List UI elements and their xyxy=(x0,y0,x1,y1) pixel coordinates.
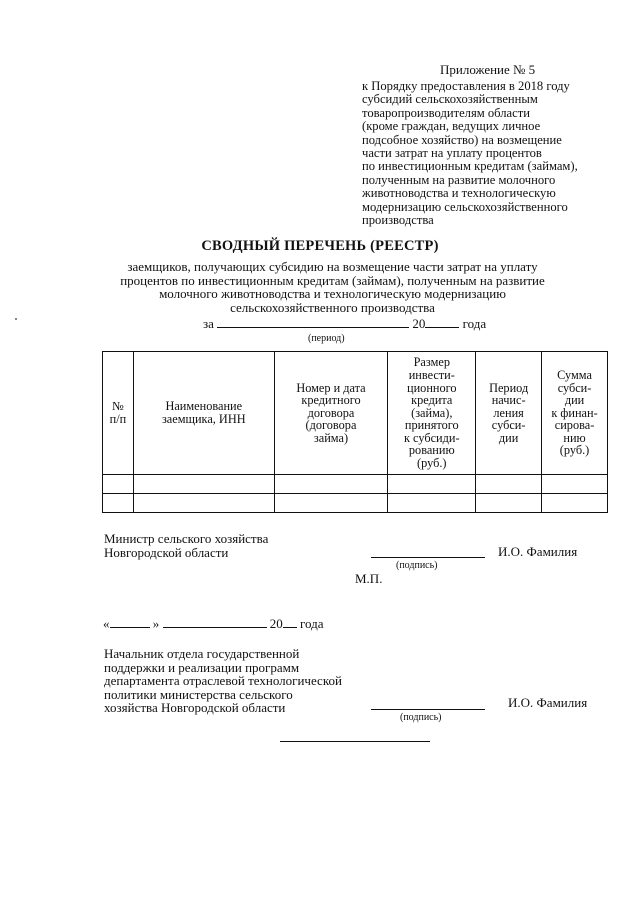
subtitle-line: заемщиков, получающих субсидию на возмещение части затрат на уплату xyxy=(127,259,538,274)
table-row xyxy=(103,494,608,513)
signature1-sign-caption: (подпись) xyxy=(396,560,438,571)
period-row xyxy=(203,316,486,332)
column-header-subsidy-amount: Сумма субси- дии к финан- сирова- нию (руб.) xyxy=(542,352,608,475)
column-header-borrower: Наименование заемщика, ИНН xyxy=(133,352,274,475)
period-blank[interactable] xyxy=(217,316,409,328)
subtitle-line: молочного животноводства и технологическую модернизацию xyxy=(159,286,506,302)
document-title: СВОДНЫЙ ПЕРЕЧЕНЬ (РЕЕСТР) xyxy=(201,238,439,254)
appendix-line: производства xyxy=(362,213,434,228)
date-year-prefix: 20 xyxy=(269,616,283,631)
period-suffix: года xyxy=(462,316,487,331)
appendix-line: к Порядку предоставления в 2018 году xyxy=(362,79,570,93)
table-cell[interactable] xyxy=(133,475,274,494)
appendix-line: части затрат на уплату процентов xyxy=(362,146,542,161)
table-header-row xyxy=(103,352,608,475)
column-header-loan-amount: Размер инвести- ционного кредита (займа), принятого к субсиди- рованию (руб.) xyxy=(388,352,476,475)
bottom-separator xyxy=(280,741,430,742)
date-year-blank[interactable] xyxy=(283,616,297,628)
appendix-line: модернизацию сельскохозяйственного xyxy=(362,199,568,214)
stamp-place: М.П. xyxy=(355,571,383,586)
date-open-quote: « xyxy=(103,616,110,631)
signature2-name: И.О. Фамилия xyxy=(508,695,588,710)
subtitle-line: сельскохозяйственного производства xyxy=(230,299,435,315)
period-year-prefix: 20 xyxy=(412,316,426,331)
table-row xyxy=(103,475,608,494)
appendix-title: Приложение № 5 xyxy=(440,62,536,77)
signature2-position: Начальник отдела государственной поддержки и реализации программ департамента отраслевой технологической политики министерства сельского хозяйства Новгородской области xyxy=(104,646,342,715)
signature1-position: Министр сельского хозяйства Новгородской области xyxy=(104,531,269,560)
date-day-blank[interactable] xyxy=(110,616,150,628)
period-year-blank[interactable] xyxy=(425,316,459,328)
period-caption: (период) xyxy=(308,333,345,344)
table-cell[interactable] xyxy=(103,475,134,494)
margin-mark xyxy=(15,318,17,320)
appendix-line: по инвестиционным кредитам (займам), xyxy=(362,159,578,174)
signature1-sign-line[interactable] xyxy=(371,557,485,558)
column-header-number: № п/п xyxy=(103,352,134,475)
appendix-description xyxy=(362,80,624,227)
table-cell[interactable] xyxy=(274,475,388,494)
table-cell[interactable] xyxy=(388,475,476,494)
period-prefix: за xyxy=(203,316,214,331)
date-close-quote: » xyxy=(152,616,160,631)
table-cell[interactable] xyxy=(476,494,542,513)
appendix-line: субсидий сельскохозяйственным xyxy=(362,92,538,107)
date-line xyxy=(103,616,324,632)
table-cell[interactable] xyxy=(542,475,608,494)
appendix-line: подсобное хозяйство) на возмещение xyxy=(362,132,562,147)
table-cell[interactable] xyxy=(133,494,274,513)
column-header-contract: Номер и дата кредитного договора (договора займа) xyxy=(274,352,388,475)
signature1-name: И.О. Фамилия xyxy=(498,544,578,559)
date-month-blank[interactable] xyxy=(163,616,267,628)
appendix-line: (кроме граждан, ведущих личное xyxy=(362,119,541,134)
appendix-line: товаропроизводителям области xyxy=(362,105,530,120)
appendix-line: полученным на развитие молочного xyxy=(362,172,556,187)
date-suffix: года xyxy=(300,616,324,631)
registry-table xyxy=(102,351,608,513)
subtitle-line: процентов по инвестиционным кредитам (займам), полученным на развитие xyxy=(120,272,545,288)
appendix-line: животноводства и технологическую xyxy=(362,186,556,201)
table-cell[interactable] xyxy=(274,494,388,513)
column-header-subsidy-period: Период начис- ления субси- дии xyxy=(476,352,542,475)
table-cell[interactable] xyxy=(103,494,134,513)
table-cell[interactable] xyxy=(388,494,476,513)
signature2-sign-line[interactable] xyxy=(371,709,485,710)
table-cell[interactable] xyxy=(542,494,608,513)
table-cell[interactable] xyxy=(476,475,542,494)
signature2-sign-caption: (подпись) xyxy=(400,712,442,723)
document-subtitle xyxy=(100,260,565,314)
